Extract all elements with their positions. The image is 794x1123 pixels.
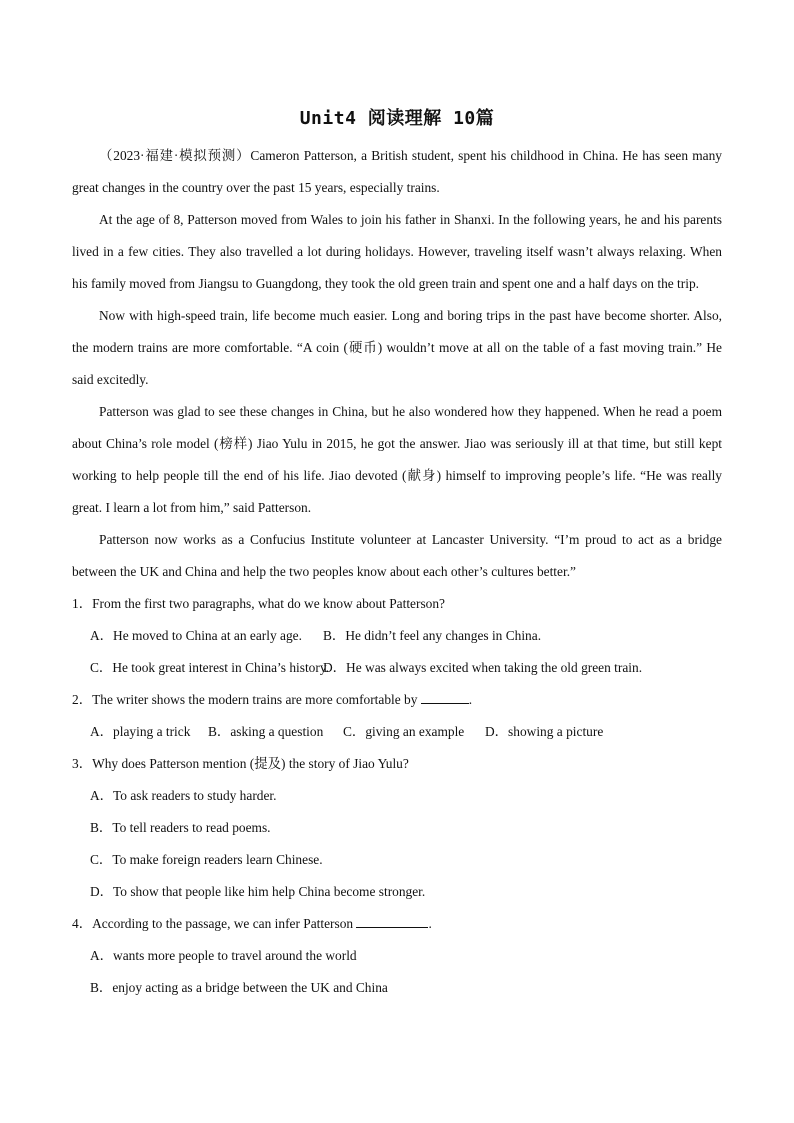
question-2-option-c: C．giving an example [343,724,465,739]
question-1-stem: 1．From the first two paragraphs, what do we know about Patterson? [72,596,446,611]
question-3-option-b: B．To tell readers to read poems. [90,820,271,835]
question-3-option-c: C．To make foreign readers learn Chinese. [90,852,323,867]
question-3-stem: 3．Why does Patterson mention (提及) the story of Jiao Yulu? [72,756,409,771]
question-1-options-row-2 [72,652,722,684]
question-3-option-d: D．To show that people like him help China become stronger. [90,884,426,899]
question-1-options-row-1 [72,620,722,652]
question-1-option-c: C．He took great interest in China’s history. [90,660,330,675]
question-3-option-a: A．To ask readers to study harder. [90,788,277,803]
question-2-stem-end: . [468,692,473,707]
question-4-option-b: B．enjoy acting as a bridge between the UK and China [90,980,388,995]
passage-paragraph-3: Now with high-speed train, life become much easier. Long and boring trips in the past have become shorter. Also, the modern trains are more comfortable. “A coin (硬币) wouldn’t move at all on the table of a fast moving train.” He said excitedly. [72,308,722,387]
passage-paragraph-2: At the age of 8, Patterson moved from Wales to join his father in Shanxi. In the following years, he and his parents lived in a few cities. They also travelled a lot during holidays. However, traveling itself wasn’t always relaxing. When his family moved from Jiangsu to Guangdong, they took the old green train and spent one and a half days on the trip. [72,212,722,291]
question-4-stem [72,908,722,940]
question-1-option-d: D．He was always excited when taking the old green train. [323,660,643,675]
question-4-option-a: A．wants more people to travel around the world [90,948,357,963]
question-4-stem-text: 4．According to the passage, we can infer Patterson [72,916,357,931]
question-2-stem [72,684,722,716]
passage-paragraph-4: Patterson was glad to see these changes in China, but he also wondered how they happened. When he read a poem about China’s role model (榜样) Jiao Yulu in 2015, he got the answer. Jiao was seriously ill at that time, but still kept working to help people till the end of his life. Jiao devoted (献身) himself to improving people’s life. “He was really great. I learn a lot from him,” said Patterson. [72,404,722,515]
question-2-option-b: B．asking a question [208,724,324,739]
question-2-stem-text: 2．The writer shows the modern trains are more comfortable by [72,692,421,707]
passage-paragraph-5: Patterson now works as a Confucius Institute volunteer at Lancaster University. “I’m proud to act as a bridge between the UK and China and help the two peoples know about each other’s cultures better.” [72,532,722,579]
question-1-option-a: A．He moved to China at an early age. [90,628,302,643]
page-title: Unit4 阅读理解 10篇 [299,108,495,129]
question-1-option-b: B．He didn’t feel any changes in China. [323,628,542,643]
question-2-option-d: D．showing a picture [485,724,604,739]
question-2-options [72,716,722,748]
question-2-option-a: A．playing a trick [90,724,191,739]
answer-blank [356,915,428,928]
passage-paragraph-1: （2023·福建·模拟预测）Cameron Patterson, a British student, spent his childhood in China. He has seen many great changes in the country over the past 15 years, especially trains. [72,148,722,195]
question-4-stem-end: . [428,916,432,931]
answer-blank [421,691,469,704]
reading-passage [72,140,722,1004]
